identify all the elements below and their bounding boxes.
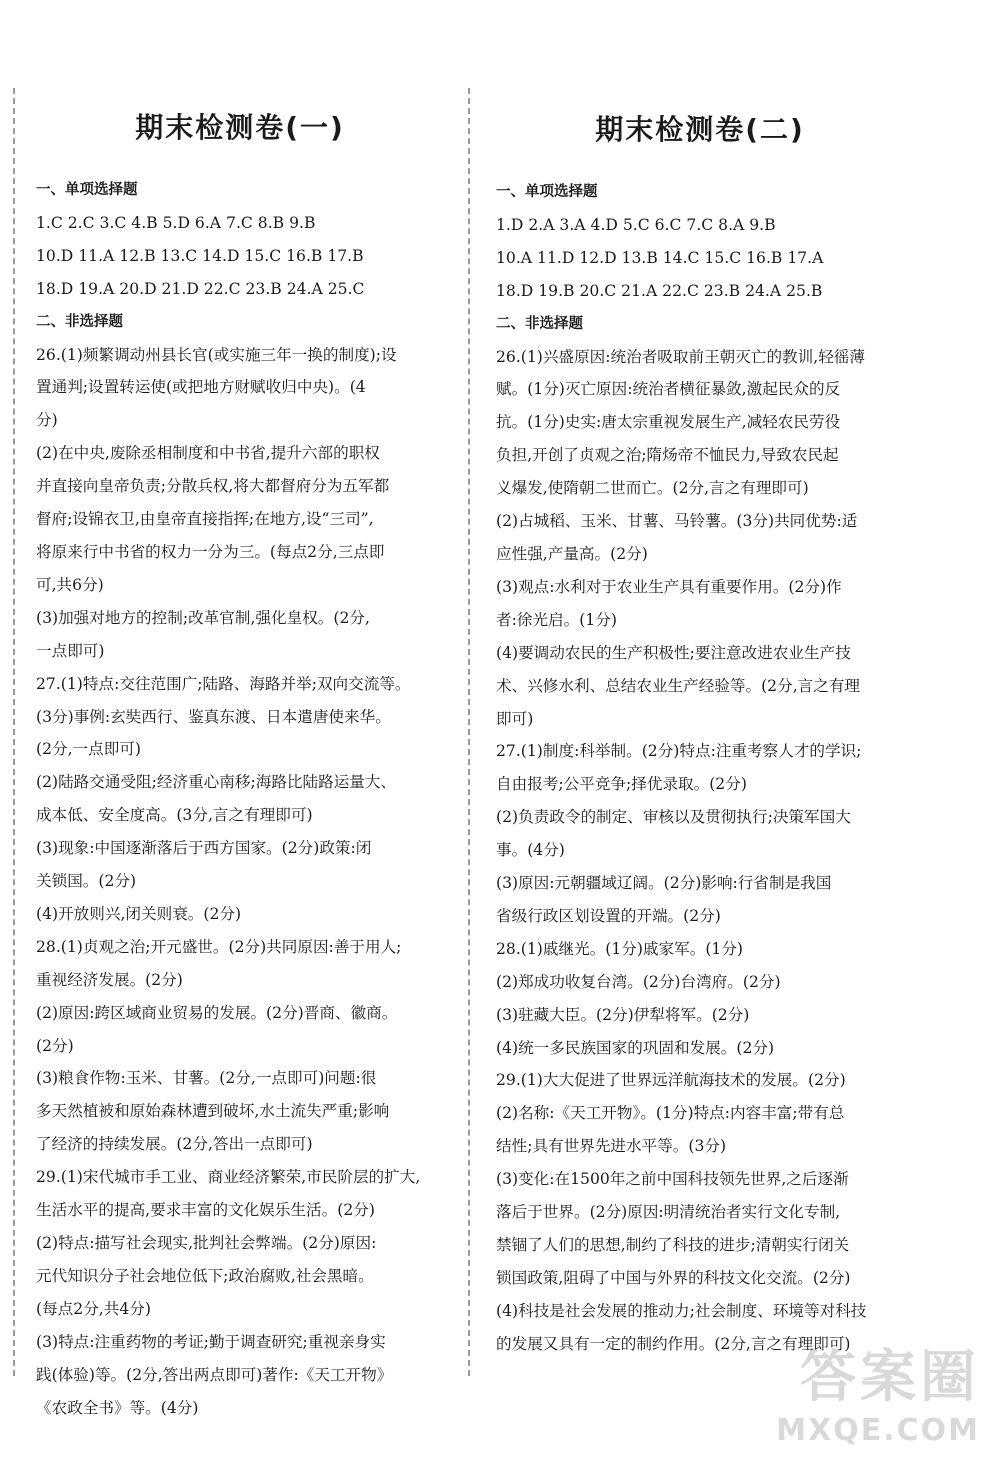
- answer-line: (3分)事例:玄奘西行、鉴真东渡、日本遣唐使来华。: [36, 707, 391, 726]
- answer-line: (2分,一点即可): [36, 740, 142, 759]
- answer-line: (3)驻藏大臣。(2分)伊犁将军。(2分): [496, 1005, 750, 1024]
- watermark-text: 答案圈: [800, 1345, 980, 1410]
- section-heading: 二、非选择题: [36, 313, 123, 330]
- answer-line: 置通判;设置转运使(或把地方财赋收归中央)。(4: [36, 378, 366, 397]
- answer-line: 多天然植被和原始森林遭到破坏,水土流失严重;影响: [36, 1102, 390, 1121]
- answer-line: 27.(1)制度:科举制。(2分)特点:注重考察人才的学识;: [496, 742, 862, 761]
- column-exam-1: [36, 108, 444, 1424]
- answer-line: 锁国政策,阻碍了中国与外界的科技文化交流。(2分): [496, 1268, 851, 1287]
- answer-line: (2)原因:跨区域商业贸易的发展。(2分)晋商、徽商。: [36, 1003, 398, 1022]
- answer-line: (3)观点:水利对于农业生产具有重要作用。(2分)作: [496, 577, 842, 596]
- section-heading: 一、单项选择题: [36, 182, 138, 198]
- answer-line: 18.D 19.A 20.D 21.D 22.C 23.B 24.A 25.C: [36, 279, 365, 298]
- answer-line: 即可): [496, 709, 534, 728]
- answer-line: (4)开放则兴,闭关则衰。(2分): [36, 904, 242, 923]
- watermark-logo: [680, 1343, 980, 1463]
- answer-line: (4)要调动农民的生产积极性;要注意改进农业生产技: [496, 643, 851, 662]
- answer-line: 10.D 11.A 12.B 13.C 14.D 15.C 16.B 17.B: [36, 246, 364, 265]
- answer-line: (2)占城稻、玉米、甘薯、马铃薯。(3分)共同优势:适: [496, 512, 858, 531]
- answer-line: (2)陆路交通受阻;经济重心南移;海路比陆路运量大、: [36, 773, 397, 792]
- answer-line: 1.D 2.A 3.A 4.D 5.C 6.C 7.C 8.A 9.B: [496, 215, 776, 234]
- answer-line: (3)变化:在1500年之前中国科技领先世界,之后逐渐: [496, 1170, 849, 1189]
- answer-line: 29.(1)大大促进了世界远洋航海技术的发展。(2分): [496, 1071, 846, 1090]
- answer-line: 负担,开创了贞观之治;隋炀帝不恤民力,导致农民起: [496, 446, 839, 465]
- exam-2-title: 期末检测卷(二): [595, 113, 805, 146]
- answer-line: (3)粮食作物:玉米、甘薯。(2分,一点即可)问题:很: [36, 1069, 377, 1088]
- answer-line: 践(体验)等。(2分,答出两点即可)著作:《天工开物》: [36, 1365, 393, 1384]
- answer-line: (3)现象:中国逐渐落后于西方国家。(2分)政策:闭: [36, 839, 372, 858]
- answer-line: 了经济的持续发展。(2分,答出一点即可): [36, 1135, 313, 1154]
- answer-line: 一点即可): [36, 641, 105, 660]
- answer-line: 应性强,产量高。(2分): [496, 544, 648, 563]
- answer-line: (3)加强对地方的控制;改革官制,强化皇权。(2分,: [36, 608, 370, 627]
- answer-line: 27.(1)特点:交往范围广;陆路、海路并举;双向交流等。: [36, 674, 411, 693]
- answer-line: (3)特点:注重药物的考证;勤于调查研究;重视亲身实: [36, 1332, 386, 1351]
- answer-line: (3)原因:元朝疆域辽阔。(2分)影响:行省制是我国: [496, 874, 832, 893]
- section-heading: 二、非选择题: [496, 315, 583, 332]
- answer-line: 26.(1)兴盛原因:统治者吸取前王朝灭亡的教训,轻徭薄: [496, 347, 865, 366]
- answer-line: 生活水平的提高,要求丰富的文化娱乐生活。(2分): [36, 1201, 375, 1220]
- answer-line: (2)特点:描写社会现实,批判社会弊端。(2分)原因:: [36, 1234, 377, 1252]
- answer-line: 成本低、安全度高。(3分,言之有理即可): [36, 806, 313, 825]
- answer-line: 自由报考;公平竞争;择优录取。(2分): [496, 775, 747, 794]
- answer-line: 29.(1)宋代城市手工业、商业经济繁荣,市民阶层的扩大,: [36, 1168, 421, 1187]
- answer-line: (2分): [36, 1036, 74, 1055]
- answer-line: (2)郑成功收复台湾。(2分)台湾府。(2分): [496, 972, 781, 991]
- answer-line: 28.(1)贞观之治;开元盛世。(2分)共同原因:善于用人;: [36, 937, 402, 956]
- answer-line: 18.D 19.B 20.C 21.A 22.C 23.B 24.A 25.B: [496, 281, 823, 300]
- answer-line: 督府;设锦衣卫,由皇帝直接指挥;在地方,设“三司”,: [36, 510, 374, 529]
- left-dashed-divider: [13, 88, 15, 1376]
- answer-line: 的发展又具有一定的制约作用。(2分,言之有理即可): [496, 1334, 851, 1353]
- answer-line: 禁锢了人们的思想,制约了科技的进步;清朝实行闭关: [496, 1236, 850, 1254]
- answer-line: 元代知识分子社会地位低下;政治腐败,社会黑暗。: [36, 1266, 374, 1285]
- answer-line: 将原来行中书省的权力一分为三。(每点2分,三点即: [36, 542, 385, 561]
- answer-line: (4)统一多民族国家的巩固和发展。(2分): [496, 1038, 775, 1057]
- answer-line: 重视经济发展。(2分): [36, 970, 183, 989]
- answer-line: (2)在中央,废除丞相制度和中书省,提升六部的职权: [36, 444, 380, 463]
- answer-line: (2)名称:《天工开物》。(1分)特点:内容丰富;带有总: [496, 1104, 845, 1123]
- answer-line: 赋。(1分)灭亡原因:统治者横征暴敛,激起民众的反: [496, 380, 841, 399]
- column-exam-2: [496, 108, 904, 1361]
- watermark-url: MXQE.COM: [776, 1413, 980, 1448]
- answer-line: 抗。(1分)史实:唐太宗重视发展生产,减轻农民劳役: [496, 413, 841, 432]
- answer-line: 者:徐光启。(1分): [496, 610, 617, 629]
- answer-line: 结性;具有世界先进水平等。(3分): [496, 1137, 727, 1156]
- center-dashed-divider: [468, 88, 470, 1376]
- answer-line: 可,共6分): [36, 575, 104, 594]
- answer-line: 省级行政区划设置的开端。(2分): [496, 906, 721, 925]
- answer-line: 28.(1)戚继光。(1分)戚家军。(1分): [496, 939, 744, 958]
- answer-line: 并直接向皇帝负责;分散兵权,将大都督府分为五军都: [36, 477, 390, 496]
- exam-1-answers: [36, 174, 444, 1424]
- answer-line: 关锁国。(2分): [36, 872, 137, 891]
- answer-line: 事。(4分): [496, 841, 565, 860]
- exam-1-title: 期末检测卷(一): [135, 111, 345, 144]
- section-heading: 一、单项选择题: [496, 184, 598, 200]
- answer-line: 26.(1)频繁调动州县长官(或实施三年一换的制度);设: [36, 345, 397, 364]
- answer-line: 义爆发,使隋朝二世而亡。(2分,言之有理即可): [496, 479, 809, 498]
- answer-line: 分): [36, 411, 58, 430]
- answer-line: (4)科技是社会发展的推动力;社会制度、环境等对科技: [496, 1301, 867, 1320]
- exam-2-answers: [496, 176, 904, 1361]
- answer-line: 《农政全书》等。(4分): [36, 1398, 199, 1417]
- answer-line: 术、兴修水利、总结农业生产经验等。(2分,言之有理: [496, 676, 861, 695]
- answer-line: 落后于世界。(2分)原因:明清统治者实行文化专制,: [496, 1203, 841, 1222]
- answer-line: (每点2分,共4分): [36, 1299, 151, 1318]
- answer-line: 1.C 2.C 3.C 4.B 5.D 6.A 7.C 8.B 9.B: [36, 213, 316, 232]
- answer-line: (2)负责政令的制定、审核以及贯彻执行;决策军国大: [496, 808, 851, 827]
- answer-line: 10.A 11.D 12.D 13.B 14.C 15.C 16.B 17.A: [496, 248, 824, 267]
